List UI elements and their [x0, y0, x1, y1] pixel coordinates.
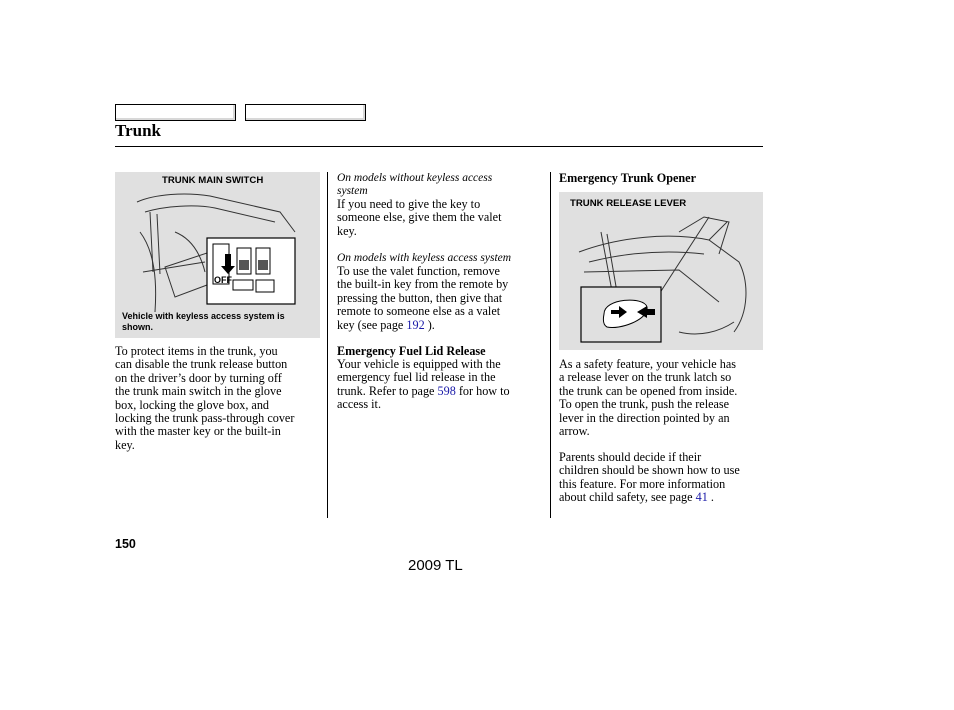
page-title: Trunk: [115, 121, 161, 140]
switch-off-label: OFF: [214, 275, 232, 285]
figure-caption: Vehicle with keyless access system is shown.: [122, 311, 285, 332]
emergency-trunk-body-1: As a safety feature, your vehicle has a release lever on the trunk latch so the trunk can be opened from inside. To open the trunk, push the release lever in the direction pointed by an arrow.: [559, 357, 738, 439]
section-heading-keyless: On models with keyless access system: [337, 252, 512, 264]
emergency-trunk-opener-heading: Emergency Trunk Opener: [559, 171, 696, 185]
emergency-trunk-body-2: Parents should decide if their children should be shown how to use this feature. For more information about child safety, see page 41 .: [559, 450, 740, 505]
nav-tab-previous[interactable]: [115, 104, 236, 121]
trunk-illustration: [559, 192, 763, 350]
fuel-lid-heading: Emergency Fuel Lid Release: [337, 344, 486, 358]
nav-tab-next[interactable]: [245, 104, 366, 121]
page-link-41[interactable]: 41: [695, 490, 708, 505]
footer-model: 2009 TL: [408, 557, 463, 574]
trunk-main-switch-figure: [115, 172, 320, 338]
title-rule: [115, 146, 763, 147]
figure-label: TRUNK MAIN SWITCH: [162, 175, 264, 186]
page-link-598[interactable]: 598: [437, 383, 456, 398]
section-heading-no-keyless: On models without keyless access system: [337, 172, 493, 197]
fuel-lid-body: Your vehicle is equipped with the emergency fuel lid release in the trunk. Refer to page 598 for how to access it.: [337, 357, 510, 412]
column-divider-2: [550, 172, 551, 518]
page-number: 150: [115, 537, 136, 551]
section-body-keyless: To use the valet function, remove the built-in key from the remote by pressing the button, then give that remote to someone else as a valet key (see page 192 ).: [337, 264, 509, 332]
trunk-release-lever-figure: [559, 192, 763, 350]
figure-label: TRUNK RELEASE LEVER: [570, 198, 687, 209]
section-body-no-keyless: If you need to give the key to someone else, give them the valet key.: [337, 197, 502, 238]
col1-body: To protect items in the trunk, you can disable the trunk release button on the driver’s door by turning off the trunk main switch in the glove box, locking the glove box, and locking the trunk pass-through cover with the master key or the built-in key.: [115, 344, 295, 452]
column-divider-1: [327, 172, 328, 518]
page-link-192[interactable]: 192: [406, 317, 425, 332]
